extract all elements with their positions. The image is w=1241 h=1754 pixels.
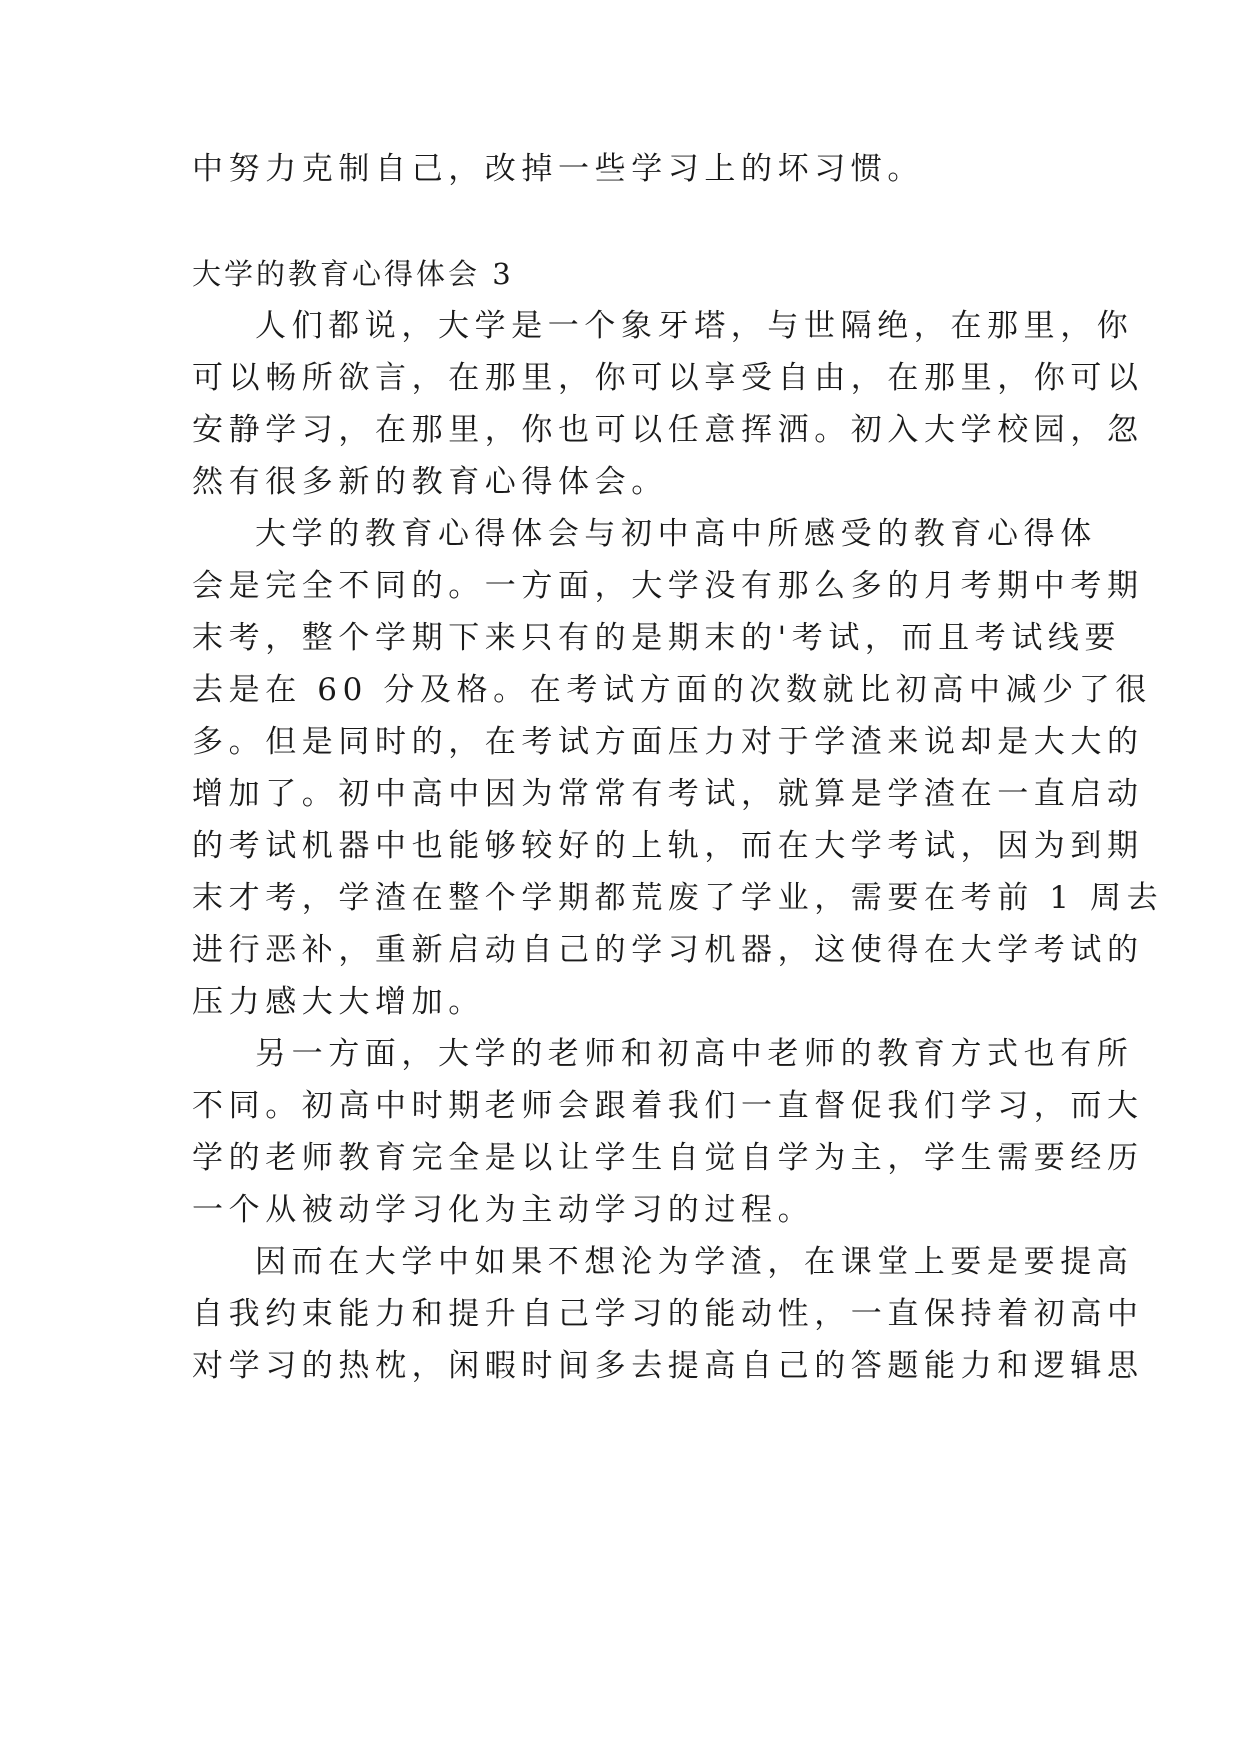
paragraph-line: 可以畅所欲言，在那里，你可以享受自由，在那里，你可以 xyxy=(192,360,1144,396)
paragraph-line: 安静学习，在那里，你也可以任意挥洒。初入大学校园，忽 xyxy=(192,412,1144,448)
paragraph-line: 自我约束能力和提升自己学习的能动性，一直保持着初高中 xyxy=(192,1296,1144,1332)
paragraph-line: 大学的教育心得体会与初中高中所感受的教育心得体 xyxy=(255,516,1097,552)
paragraph-line: 因而在大学中如果不想沦为学渣，在课堂上要是要提高 xyxy=(255,1244,1134,1280)
paragraph-line: 人们都说，大学是一个象牙塔，与世隔绝，在那里，你 xyxy=(255,308,1134,344)
paragraph-line: 增加了。初中高中因为常常有考试，就算是学渣在一直启动 xyxy=(192,776,1144,812)
paragraph-line: 末才考，学渣在整个学期都荒废了学业，需要在考前 1 周去 xyxy=(192,880,1164,916)
paragraph-line: 的考试机器中也能够较好的上轨，而在大学考试，因为到期 xyxy=(192,828,1144,864)
paragraph-line: 不同。初高中时期老师会跟着我们一直督促我们学习，而大 xyxy=(192,1088,1144,1124)
paragraph-line: 一个从被动学习化为主动学习的过程。 xyxy=(192,1192,815,1228)
paragraph-line: 进行恶补，重新启动自己的学习机器，这使得在大学考试的 xyxy=(192,932,1144,968)
section-heading: 大学的教育心得体会 3 xyxy=(192,257,514,291)
paragraph-line: 去是在 60 分及格。在考试方面的次数就比初高中减少了很 xyxy=(192,672,1152,708)
paragraph-line: 末考，整个学期下来只有的是期末的'考试，而且考试线要 xyxy=(192,620,1122,656)
paragraph-line: 中努力克制自己，改掉一些学习上的坏习惯。 xyxy=(192,151,924,187)
paragraph-line: 多。但是同时的，在考试方面压力对于学渣来说却是大大的 xyxy=(192,724,1144,760)
paragraph-line: 学的老师教育完全是以让学生自觉自学为主，学生需要经历 xyxy=(192,1140,1144,1176)
paragraph-line: 然有很多新的教育心得体会。 xyxy=(192,464,668,500)
paragraph-line: 会是完全不同的。一方面，大学没有那么多的月考期中考期 xyxy=(192,568,1144,604)
paragraph-line: 压力感大大增加。 xyxy=(192,984,485,1020)
paragraph-line: 对学习的热枕，闲暇时间多去提高自己的答题能力和逻辑思 xyxy=(192,1348,1144,1384)
paragraph-line: 另一方面，大学的老师和初高中老师的教育方式也有所 xyxy=(255,1036,1134,1072)
